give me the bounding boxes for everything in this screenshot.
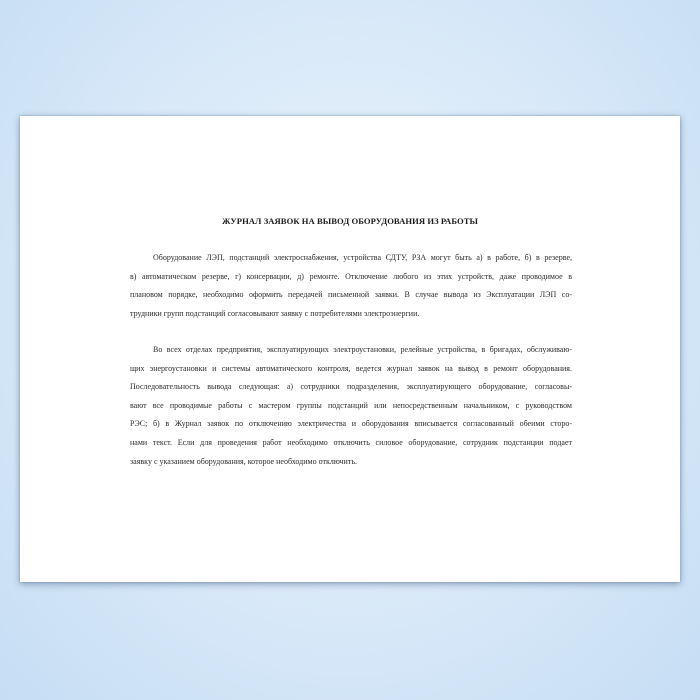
paragraph-line: Во всех отделах предприятия, эксплуатирующих электроустановки, релейные устройства, в бригадах, обслуживаю- <box>153 345 572 354</box>
paragraph-line: щих энергоустановки и системы автоматического контроля, ведется журнал заявок на вывод в ремонт оборудования. <box>130 363 572 373</box>
document-page <box>20 116 680 582</box>
paragraph-2 <box>130 341 572 471</box>
paragraph-line: вают все проводимые работы с мастером группы подстанций или непосредственным начальником, с руководством <box>130 400 572 410</box>
document-title: ЖУРНАЛ ЗАЯВОК НА ВЫВОД ОБОРУДОВАНИЯ ИЗ РАБОТЫ <box>221 216 478 226</box>
paragraph-line: заявку с указанием оборудования, которое необходимо отключить. <box>130 456 357 466</box>
paragraph-line: нами текст. Если для проведения работ необходимо отключить силовое оборудование, сотрудник подстанции подает <box>130 437 572 447</box>
paragraph-line: трудники групп подстанций согласовывают заявку с потребителями электроэнергии. <box>130 308 420 318</box>
paragraph-line: в) автоматическом резерве, г) консервации, д) ремонте. Отключение любого из этих устройств, даже проводимое в <box>130 271 572 281</box>
paragraph-line: РЭС; б) в Журнал заявок по отключению электричества и оборудования вписывается согласованный обеими сторо- <box>130 419 572 429</box>
paragraph-line: плановом порядке, необходимо оформить передачей письменной заявки. В случае вывода из Эксплуатации ЛЭП со- <box>130 290 572 300</box>
paragraph-line: Оборудование ЛЭП, подстанций электроснабжения, устройства СДТУ, РЗА могут быть а) в работе, б) в резерве, <box>153 253 572 262</box>
paragraph-1 <box>130 249 572 323</box>
paragraph-line: Последовательность вывода следующая: а) сотрудники подразделения, эксплуатирующего оборудование, согласовы- <box>130 382 572 392</box>
